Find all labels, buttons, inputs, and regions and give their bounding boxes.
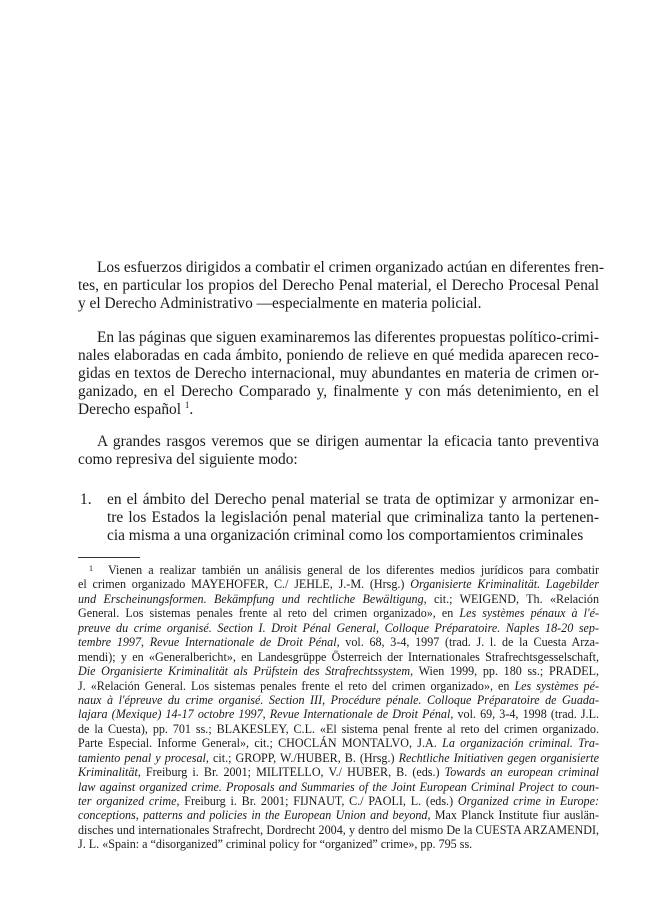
footnote-text: disches und internationales Strafrecht, Dordrecht 2004, y dentro del mismo De la CUESTA ARZAMENDI, [78,822,599,837]
italic-title: ter organized crime [78,794,177,808]
footnote-line [78,780,599,794]
italic-title: Organized crime in Europe: [457,794,599,808]
italic-title: Revue Internationale de Droit Pénal [269,707,451,722]
paragraph-2 [78,329,599,419]
line-text: gidas en textos de Derecho internacional, muy abundantes en materia de crimen or- [78,365,599,382]
footnote-line [78,621,599,635]
line-text: en el ámbito del Derecho penal material se trata de optimizar y armonizar en- [107,491,599,508]
italic-title: Les systèmes pénaux à l'é- [459,606,599,621]
footnote-text: General. Los sistemas penales frente al reto del crimen organizado», en [78,606,460,621]
line-end: . [189,401,194,418]
footnote-line [78,650,599,664]
text-line [78,329,599,347]
text-line [78,509,599,527]
paragraph-3 [78,433,599,469]
italic-title: Revue Internationale de Droit Pénal [149,635,337,650]
italic-title: law against organized crime. Proposals and Summaries of the Joint European Criminal Project to coun- [78,779,599,794]
footnote-number: 1 [89,564,93,573]
footnote-text: Vienen a realizar también un análisis general de los diferentes medios jurídicos para combatir [108,563,599,577]
text-line [78,383,599,401]
line-text: y el Derecho Administrativo —especialmente en materia policial. [78,295,482,312]
italic-title: tembre 1997 [78,635,142,650]
footnote-text: de la Cuesta), pp. 701 ss.; BLAKESLEY, C.L. «El sistema penal frente al reto del crimen organizado. [78,721,599,736]
italic-title: La organización criminal. Tra- [442,736,599,751]
italic-title: lajara (Mexique) 14-17 octobre 1997 [78,707,263,722]
line-text: Los esfuerzos dirigidos a combatir el crimen organizado actúan en diferentes fren- [97,259,604,276]
footnote-text: J. «Relación General. Los sistemas penales frente el reto del crimen organizado», en [78,678,515,693]
text-line [78,259,604,277]
footnote-text: , Freiburg i. Br. 2001; MILITELLO, V./ HUBER, B. (eds.) [137,765,445,780]
footnote-1 [78,563,599,852]
footnote-line [78,664,599,678]
footnote-line [78,679,599,693]
italic-title: Organisierte Kriminalität. Lagebilder [410,577,599,592]
footnote-line [78,693,599,707]
footnote-line [78,751,599,765]
footnote-text: el crimen organizado MAYEHOFER, C./ JEHLE, J.-M. (Hrsg.) [78,577,411,592]
paragraph-1 [78,259,604,313]
footnote-text: J. L. «Spain: a “disorganized” criminal policy for “organized” crime», pp. 795 ss. [78,837,473,852]
line-text: A grandes rasgos veremos que se dirigen aumentar la eficacia tanto preventiva [97,433,599,450]
text-line [78,527,599,545]
line-text: Derecho español [78,401,181,418]
footnote-line [78,707,599,721]
footnote-text: Parte Especial. Informe General», cit.; CHOCLÁN MONTALVO, J.A. [78,736,443,751]
footnote-line [78,794,599,808]
footnote-separator [78,557,140,558]
footnote-line [78,808,599,822]
italic-title: naux à l'épreuve du crime organisé. Section III, Procédure pénale. Colloque Préparatoire de Guada- [78,692,599,707]
italic-title: tamiento penal y procesal [78,750,206,765]
text-line [78,295,599,313]
footnote-text: , Max Planck Institute fiur auslän- [427,808,600,823]
footnote-line [78,635,599,649]
footnote-text: , vol. 69, 3-4, 1998 (trad. J.L. [450,707,599,722]
footnote-line [78,823,599,837]
line-text: tre los Estados la legislación penal material que criminaliza tanto la pertenen- [107,509,599,526]
footnote-text: , Wien 1999, pp. 180 ss.; PRADEL, [410,664,599,679]
footnote-text: mendi); y en «Generalbericht», en Landesgrüppe Österreich der Internationales Strafrechtsgesselschaft, [78,649,599,664]
italic-title: conceptions, patterns and policies in the European Union and beyond [78,808,428,823]
footnote-text: , vol. 68, 3-4, 1997 (trad. J. l. de la Cuesta Arza- [336,635,599,650]
footnote-line [78,722,599,736]
text-line [78,451,599,469]
footnote-line [78,563,599,577]
numbered-list-item [78,491,599,545]
list-number: 1. [80,491,92,508]
footnote-text: , Freiburg i. Br. 2001; FIJNAUT, C./ PAOLI, L. (eds.) [176,794,458,808]
footnote-text: , [141,635,150,650]
italic-title: Towards an european criminal [444,765,599,780]
footnote-line [78,577,599,591]
footnote-line [78,736,599,750]
footnote-text: , cit.; GROPP, W./HUBER, B. (Hrsg.) [205,750,399,765]
text-line [78,491,599,509]
footnote-reference: 1 [184,400,190,410]
text-line [78,347,599,365]
footnote-line [78,765,599,779]
italic-title: Les systèmes pé- [514,678,599,693]
line-text: ganizado, en el Derecho Comparado y, finalmente y con más detenimiento, en el [78,383,599,400]
line-text: como represiva del siguiente modo: [78,451,298,468]
italic-title: und Erscheinungsformen. Bekämpfung und rechtliche Bewältigung [78,591,424,606]
footnote-line [78,837,599,851]
line-text: En las páginas que siguen examinaremos las diferentes propuestas político-crimi- [97,329,599,346]
footnote-text: , [262,707,270,722]
italic-title: preuve du crime organisé. Section I. Droit Pénal General, Colloque Préparatoire. Naples 18-20 sep- [78,620,599,635]
italic-title: Rechtliche Initiativen gegen organisierte [398,750,600,765]
italic-title: Die Organisierte Kriminalität als Prüfstein des Strafrechtssystem [78,664,411,679]
footnote-line [78,606,599,620]
line-text: nales elaboradas en cada ámbito, poniendo de relieve en qué medida aparecen reco- [78,347,599,364]
text-line [78,365,599,383]
text-line [78,401,599,419]
line-text: cia misma a una organización criminal como los comportamientos criminales [107,527,584,544]
text-line [78,277,599,295]
footnote-line [78,592,599,606]
footnote-text: , cit.; WEIGEND, Th. «Relación [423,591,599,606]
italic-title: Kriminalität [78,765,138,780]
line-text: tes, en particular los propios del Derecho Penal material, el Derecho Procesal Penal [78,277,599,294]
text-line [78,433,599,451]
